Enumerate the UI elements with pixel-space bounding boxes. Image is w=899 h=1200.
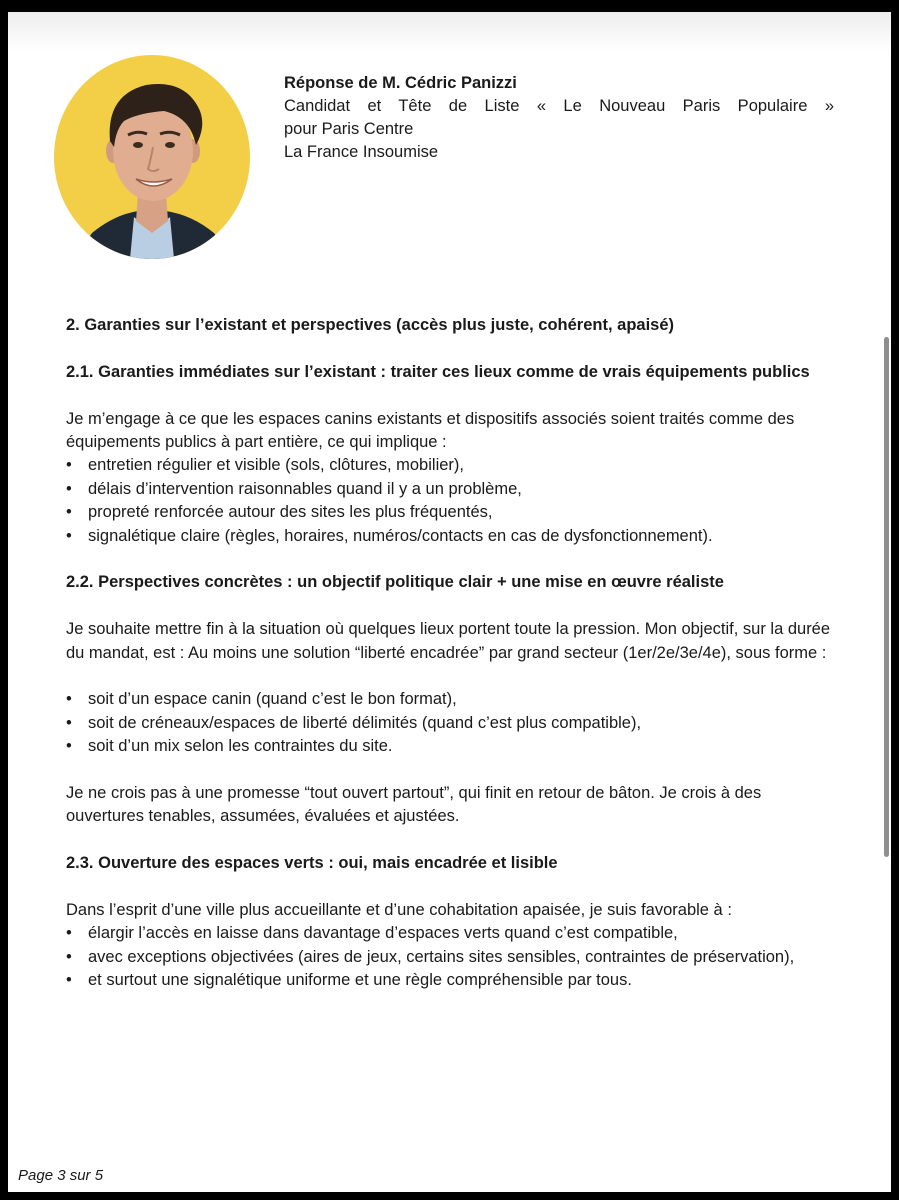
section-2-2-intro: Je souhaite mettre fin à la situation où quelques lieux portent toute la pression. Mon objectif, sur la durée du mandat, est : Au moins une solution “liberté encadrée” par grand secteur (1er/2e/3e/4e), sous forme : <box>66 620 831 662</box>
list-item: • soit d’un mix selon les contraintes du site. <box>66 735 833 758</box>
list-item: • élargir l’accès en laisse dans davantage d’espaces verts quand c’est compatible, <box>66 922 833 945</box>
list-item: • signalétique claire (règles, horaires, numéros/contacts en cas de dysfonctionnement). <box>66 525 833 548</box>
page-number: Page 3 sur 5 <box>18 1167 104 1184</box>
portrait-illustration <box>54 55 250 259</box>
section-2-3-intro: Dans l’esprit d’une ville plus accueillante et d’une cohabitation apaisée, je suis favorable à : <box>66 901 732 920</box>
list-item: • soit de créneaux/espaces de liberté délimités (quand c’est plus compatible), <box>66 712 833 735</box>
list-item: • avec exceptions objectivées (aires de jeux, certains sites sensibles, contraintes de préservation), <box>66 946 833 969</box>
list-item: • soit d’un espace canin (quand c’est le bon format), <box>66 688 833 711</box>
section-2-2-conclusion: Je ne crois pas à une promesse “tout ouvert partout”, qui finit en retour de bâton. Je crois à des ouvertures tenables, assumées, évaluées et ajustées. <box>66 784 762 826</box>
vertical-scrollbar[interactable] <box>884 337 889 857</box>
respondent-name: Réponse de M. Cédric Panizzi <box>284 74 517 92</box>
document-body <box>66 314 833 993</box>
respondent-role: Candidat et Tête de Liste « Le Nouveau Paris Populaire » <box>284 97 834 115</box>
section-2-title: 2. Garanties sur l’existant et perspectives (accès plus juste, cohérent, apaisé) <box>66 316 675 334</box>
section-2-2-list <box>66 688 833 758</box>
section-2-3-title: 2.3. Ouverture des espaces verts : oui, mais encadrée et lisible <box>66 854 558 873</box>
respondent-party: La France Insoumise <box>284 143 439 161</box>
document-page <box>8 12 891 1192</box>
respondent-header <box>284 72 834 164</box>
section-2-3-list <box>66 922 833 992</box>
respondent-constituency: pour Paris Centre <box>284 120 414 138</box>
list-item: • délais d’intervention raisonnables quand il y a un problème, <box>66 478 833 501</box>
top-shadow <box>8 12 891 52</box>
section-2-1-list <box>66 454 833 548</box>
list-item: • et surtout une signalétique uniforme et une règle compréhensible par tous. <box>66 969 833 992</box>
list-item: • entretien régulier et visible (sols, clôtures, mobilier), <box>66 454 833 477</box>
list-item: • propreté renforcée autour des sites les plus fréquentés, <box>66 501 833 524</box>
section-2-1-title: 2.1. Garanties immédiates sur l’existant : traiter ces lieux comme de vrais équipements publics <box>66 362 810 381</box>
section-2-2-title: 2.2. Perspectives concrètes : un objectif politique clair + une mise en œuvre réaliste <box>66 573 724 592</box>
candidate-portrait <box>54 55 250 259</box>
section-2-1-intro: Je m’engage à ce que les espaces canins existants et dispositifs associés soient traités comme des équipements publics à part entière, ce qui implique : <box>66 409 795 451</box>
